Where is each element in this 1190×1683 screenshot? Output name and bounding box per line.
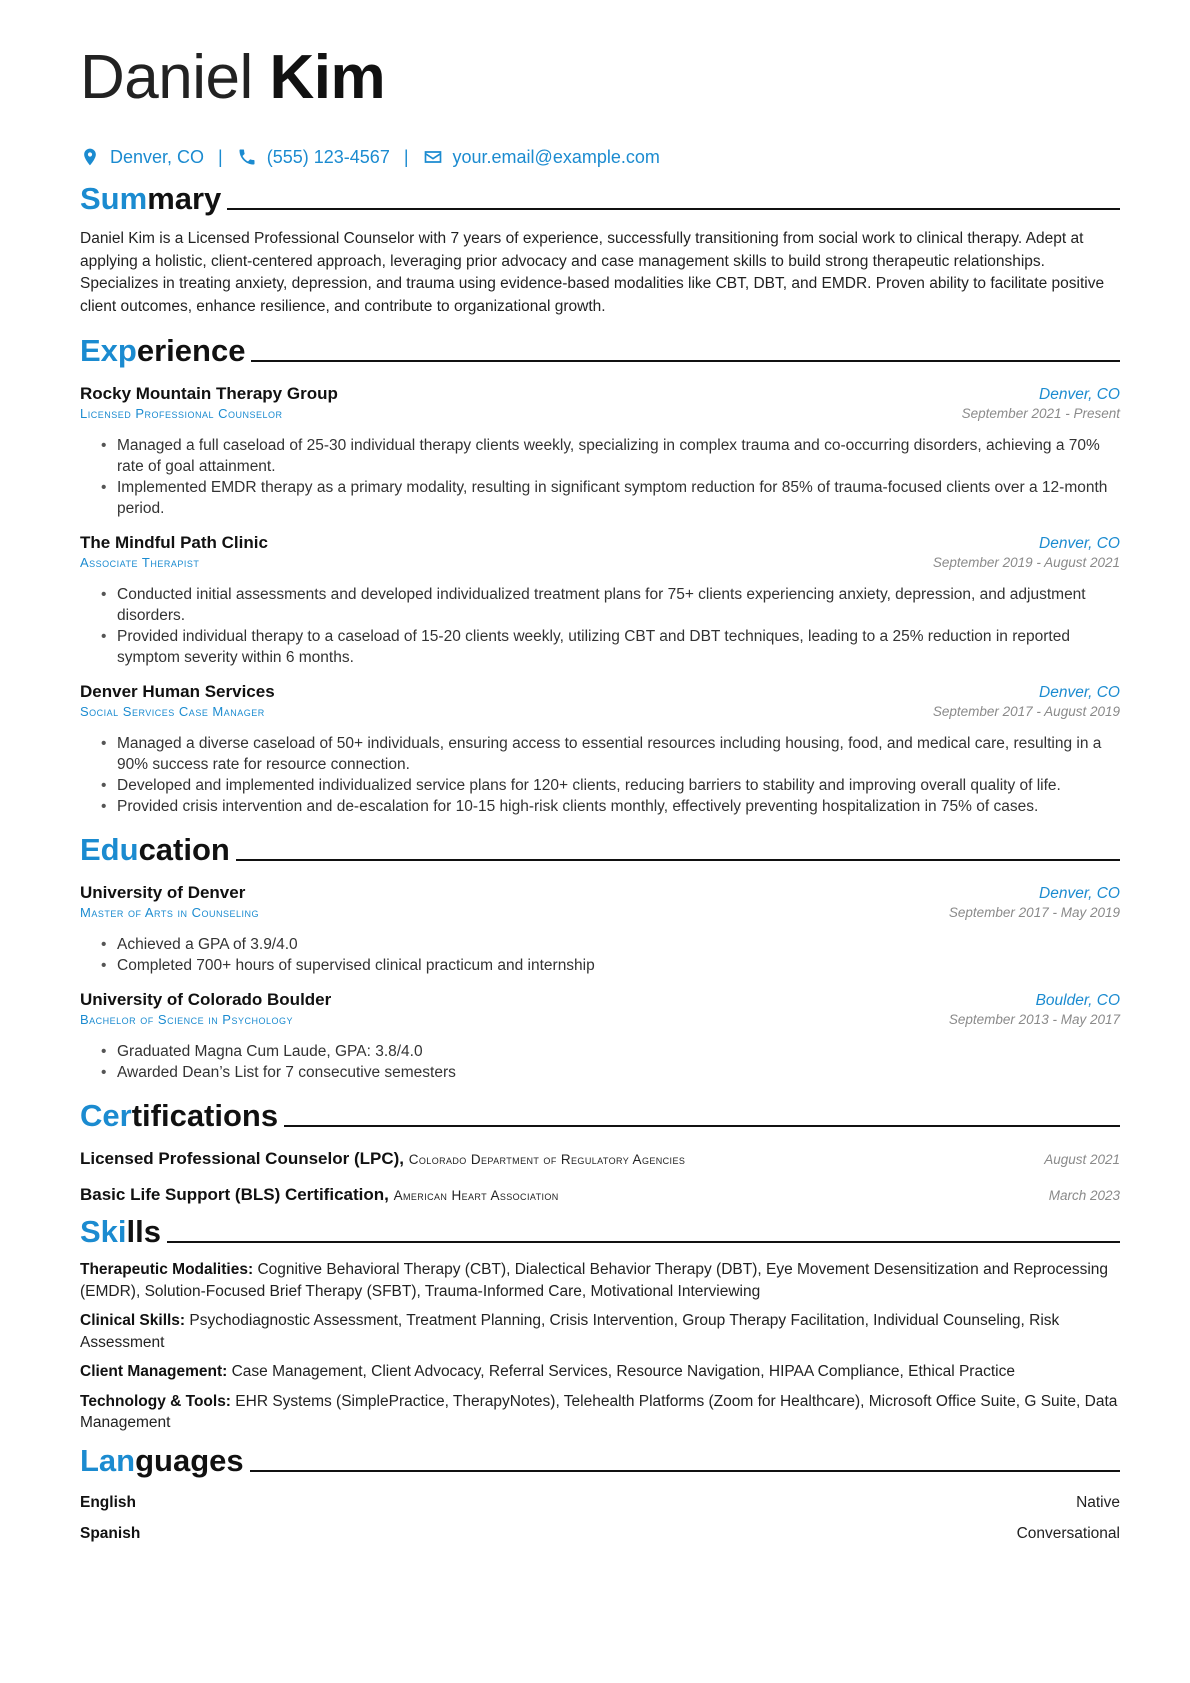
experience-entry [80,384,1120,519]
entry-dates: September 2021 - Present [961,406,1120,421]
entry-location: Denver, CO [1039,535,1120,552]
entry-location: Denver, CO [1039,386,1120,403]
org-name: Rocky Mountain Therapy Group [80,384,338,403]
skill-group [80,1391,1120,1434]
entry-dates: September 2017 - May 2019 [948,905,1120,920]
cert-date: March 2023 [1048,1188,1120,1203]
cert-name: Licensed Professional Counselor (LPC) [80,1149,400,1168]
heading-accent: Lan [80,1442,136,1478]
bullet-item: • Managed a diverse caseload of 50+ individuals, ensuring access to essential resources including housing, food, and medical care, resulting in a 90% success rate for resource connection. [117,733,1120,775]
bullet-list [80,934,1120,976]
heading-accent: Ski [80,1214,127,1249]
heading-rule [236,859,1120,861]
heading-rest: lls [126,1214,161,1249]
location-text: Denver, CO [110,146,205,167]
section-languages-heading [80,1440,1120,1480]
org-name: The Mindful Path Clinic [80,533,268,552]
certification-item: Licensed Professional Counselor (LPC), Colorado Department of Regulatory Agencies August 2021 [80,1149,1120,1168]
org-name: Denver Human Services [80,682,275,701]
skill-text: Psychodiagnostic Assessment, Treatment Planning, Crisis Intervention, Group Therapy Facilitation, Individual Counseling, Risk Assessment [80,1312,1060,1351]
skill-label: Clinical Skills: [80,1312,186,1329]
skill-group [80,1310,1120,1353]
contact-location [80,147,204,168]
bullet-list [80,1041,1120,1083]
section-experience-heading [80,330,1120,370]
heading-accent: Cer [80,1098,132,1133]
candidate-name [80,0,1120,114]
heading-rest: cation [138,832,230,867]
bullet-item: • Provided crisis intervention and de-escalation for 10-15 high-risk clients monthly, effectively preventing hospitalization in 75% of cases. [117,796,1120,817]
heading-rule [167,1241,1120,1243]
contact-separator: | [403,146,409,167]
section-education-heading [80,829,1120,869]
skill-label: Technology & Tools: [80,1392,231,1410]
bullet-item: • Achieved a GPA of 3.9/4.0 [117,934,1120,955]
bullet-item: • Managed a full caseload of 25-30 individual therapy clients weekly, specializing in complex trauma and co-occurring disorders, achieving a 70% rate of goal attainment. [117,435,1120,477]
skill-label: Client Management: [80,1363,228,1380]
heading-rule [251,360,1120,362]
bullet-item: • Implemented EMDR therapy as a primary modality, resulting in significant symptom reduction for 85% of trauma-focused clients over a 12-month period. [117,477,1120,519]
cert-date: August 2021 [1044,1152,1120,1167]
heading-rest: erience [136,333,246,368]
school-name: University of Denver [80,883,246,902]
section-summary-heading [80,178,1120,218]
role-title: Associate Therapist [80,555,200,570]
degree-title: Bachelor of Science in Psychology [80,1012,293,1027]
skill-text: Cognitive Behavioral Therapy (CBT), Dialectical Behavior Therapy (DBT), Eye Movement Desensitization and Reprocessing (EMDR), Solution-Focused Brief Therapy (SFBT), Trauma-Informed Care, Motivational Interviewing [80,1261,1109,1300]
education-entry [80,990,1120,1083]
entry-location: Boulder, CO [1035,992,1120,1009]
bullet-item: • Developed and implemented individualized service plans for 120+ clients, reducing barriers to stability and improving overall quality of life. [117,775,1120,796]
heading-accent: Exp [80,333,137,368]
heading-rule [250,1470,1120,1472]
phone-icon [237,147,257,167]
email-link[interactable]: your.email@example.com [452,146,660,167]
section-skills-heading [80,1211,1120,1251]
heading-rest: tifications [131,1098,279,1133]
degree-title: Master of Arts in Counseling [80,905,259,920]
skill-group [80,1361,1120,1383]
heading-rest: mary [147,181,222,216]
skill-text: EHR Systems (SimplePractice, TherapyNotes), Telehealth Platforms (Zoom for Healthcare), Microsoft Office Suite, G Suite, Data Management [80,1392,1118,1431]
entry-location: Denver, CO [1039,885,1120,902]
skill-label: Therapeutic Modalities: [80,1261,254,1278]
role-title: Social Services Case Manager [80,704,265,719]
language-item [80,1492,1120,1514]
language-level: Conversational [1016,1524,1120,1542]
contact-email[interactable] [423,147,660,168]
certification-item: Basic Life Support (BLS) Certification, American Heart Association March 2023 [80,1185,1120,1204]
bullet-item: • Conducted initial assessments and developed individualized treatment plans for 75+ clients experiencing anxiety, depression, and adjustment disorders. [117,584,1120,626]
language-name: Spanish [80,1524,141,1542]
heading-rule [227,208,1120,210]
heading-rule [284,1125,1120,1127]
language-name: English [80,1493,136,1511]
heading-rest: guages [135,1442,244,1478]
bullet-item: • Graduated Magna Cum Laude, GPA: 3.8/4.0 [117,1041,1120,1062]
language-item [80,1523,1120,1545]
phone-text: (555) 123-4567 [266,146,390,167]
entry-dates: September 2013 - May 2017 [948,1012,1120,1027]
bullet-item: • Completed 700+ hours of supervised clinical practicum and internship [117,955,1120,976]
experience-entry [80,682,1120,817]
first-name: Daniel [80,43,253,112]
last-name: Kim [269,43,386,112]
entry-dates: September 2017 - August 2019 [932,704,1120,719]
bullet-item: • Awarded Dean’s List for 7 consecutive semesters [117,1062,1120,1083]
skill-group [80,1259,1120,1302]
bullet-list [80,584,1120,668]
entry-dates: September 2019 - August 2021 [932,555,1120,570]
heading-accent: Sum [80,181,148,216]
language-level: Native [1076,1493,1120,1511]
bullet-list [80,435,1120,519]
cert-issuer: Colorado Department of Regulatory Agencies [408,1152,686,1167]
skill-text: Case Management, Client Advocacy, Referral Services, Resource Navigation, HIPAA Compliance, Ethical Practice [231,1363,1015,1380]
experience-entry [80,533,1120,668]
section-certifications-heading [80,1095,1120,1135]
summary-text: Daniel Kim is a Licensed Professional Counselor with 7 years of experience, successfully transitioning from social work to clinical therapy. Adept at applying a holistic, client-centered approach, leveraging prior advocacy and case management skills to build strong therapeutic relationships. Specializes in treating anxiety, depression, and trauma using evidence-based modalities like CBT, DBT, and EMDR. Proven ability to facilitate positive client outcomes, enhance resilience, and contribute to organizational growth. [80,230,1105,315]
entry-location: Denver, CO [1039,684,1120,701]
role-title: Licensed Professional Counselor [80,406,283,421]
map-pin-icon [80,147,100,167]
contact-bar [80,144,1120,170]
bullet-item: • Provided individual therapy to a caseload of 15-20 clients weekly, utilizing CBT and DBT techniques, leading to a 25% reduction in reported symptom severity within 6 months. [117,626,1120,668]
envelope-icon [423,147,443,167]
cert-name: Basic Life Support (BLS) Certification [80,1185,385,1204]
bullet-list [80,733,1120,817]
heading-accent: Edu [80,832,139,867]
education-entry [80,883,1120,976]
cert-issuer: American Heart Association [393,1188,559,1203]
school-name: University of Colorado Boulder [80,990,332,1009]
contact-separator: | [218,146,223,167]
contact-phone [237,147,390,168]
